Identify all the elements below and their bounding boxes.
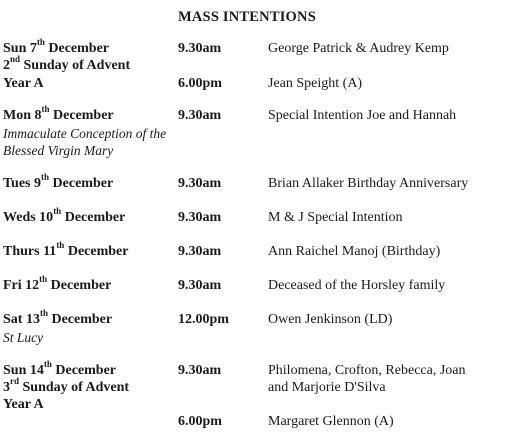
mass-time: 9.30am — [178, 108, 222, 123]
mass-time: 12.00pm — [178, 312, 229, 327]
mass-time: 9.30am — [178, 278, 222, 293]
mass-time: 9.30am — [178, 41, 222, 56]
intention-text: Margaret Glennon (A) — [268, 414, 394, 429]
mass-time: 9.30am — [178, 363, 222, 378]
feast-label: 3rd Sunday of Advent — [3, 376, 130, 395]
intention-text-continued: and Marjorie D'Silva — [268, 380, 386, 395]
day-label: Thurs 11th December — [3, 240, 129, 259]
intention-text: Ann Raichel Manoj (Birthday) — [268, 244, 441, 259]
mass-time: 6.00pm — [178, 414, 222, 429]
liturgical-year: Year A — [3, 397, 44, 412]
liturgical-year: Year A — [3, 76, 44, 91]
intention-text: M & J Special Intention — [268, 210, 403, 225]
day-label: Fri 12th December — [3, 274, 112, 293]
mass-time: 9.30am — [178, 210, 222, 225]
intention-text: Philomena, Crofton, Rebecca, Joan — [268, 363, 466, 378]
intention-text: Deceased of the Horsley family — [268, 278, 446, 293]
intention-text: George Patrick & Audrey Kemp — [268, 41, 449, 56]
day-label: Sat 13th December — [3, 308, 113, 327]
mass-time: 9.30am — [178, 176, 222, 191]
intention-text: Special Intention Joe and Hannah — [268, 108, 457, 123]
day-label: Weds 10th December — [3, 206, 126, 225]
mass-time: 6.00pm — [178, 76, 222, 91]
intention-text: Jean Speight (A) — [268, 76, 363, 91]
feast-label: St Lucy — [3, 330, 44, 345]
intention-text: Brian Allaker Birthday Anniversary — [268, 176, 469, 191]
day-label: Sun 7th December — [3, 37, 110, 56]
feast-label: 2nd Sunday of Advent — [3, 54, 131, 73]
mass-time: 9.30am — [178, 244, 222, 259]
feast-label: Immaculate Conception of the Blessed Virgin Mary — [3, 126, 167, 158]
page-title: MASS INTENTIONS — [178, 9, 316, 25]
intention-text: Owen Jenkinson (LD) — [268, 312, 393, 327]
day-label: Sun 14th December — [3, 359, 117, 378]
day-label: Mon 8th December — [3, 104, 114, 123]
day-label: Tues 9th December — [3, 172, 114, 191]
